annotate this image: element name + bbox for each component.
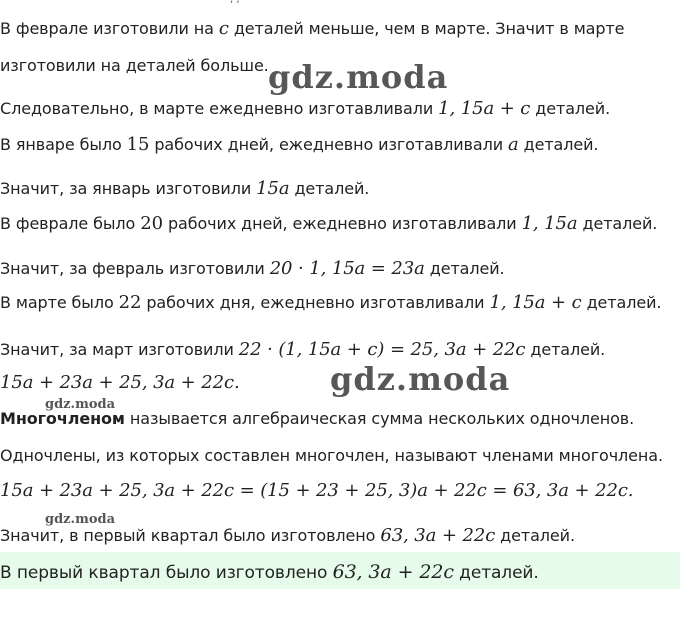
- answer-line: В первый квартал было изготовлено 63, 3a + 22c деталей.: [0, 561, 539, 583]
- watermark-logo: gdz.moda: [268, 58, 449, 96]
- text-line-14: Значит, в первый квартал было изготовлено 63, 3a + 22c деталей.: [0, 525, 575, 546]
- text-line-7: Значит, за февраль изготовили 20 · 1, 15a = 23a деталей.: [0, 258, 505, 279]
- text-line-9: Значит, за март изготовили 22 · (1, 15a + c) = 25, 3a + 22c деталей.: [0, 339, 606, 360]
- text-line-4: В январе было 15 рабочих дней, ежедневно изготавливали a деталей.: [0, 134, 599, 155]
- math-line-10: 15a + 23a + 25, 3a + 22c.: [0, 372, 240, 393]
- math-line-13: 15a + 23a + 25, 3a + 22c = (15 + 23 + 25, 3)a + 22c = 63, 3a + 22c.: [0, 480, 634, 501]
- watermark-small: gdz.moda: [45, 512, 116, 527]
- top-crop-artifact: [230, 0, 240, 5]
- watermark-small: gdz.moda: [45, 397, 116, 412]
- text-line-12: Одночлены, из которых составлен многочлен, называют членами многочлена.: [0, 446, 663, 465]
- text-line-8: В марте было 22 рабочих дня, ежедневно изготавливали 1, 15a + c деталей.: [0, 292, 662, 313]
- definition-line: Многочленом называется алгебраическая сумма нескольких одночленов.: [0, 409, 635, 428]
- text-line-1: В феврале изготовили на c деталей меньше, чем в марте. Значит в марте: [0, 18, 625, 39]
- text-line-2: изготовили на деталей больше.: [0, 56, 269, 75]
- text-line-3: Следовательно, в марте ежедневно изготавливали 1, 15a + c деталей.: [0, 98, 611, 119]
- text-line-6: В феврале было 20 рабочих дней, ежедневно изготавливали 1, 15a деталей.: [0, 213, 658, 234]
- watermark-logo: gdz.moda: [330, 360, 511, 398]
- text-line-5: Значит, за январь изготовили 15a деталей.: [0, 178, 370, 199]
